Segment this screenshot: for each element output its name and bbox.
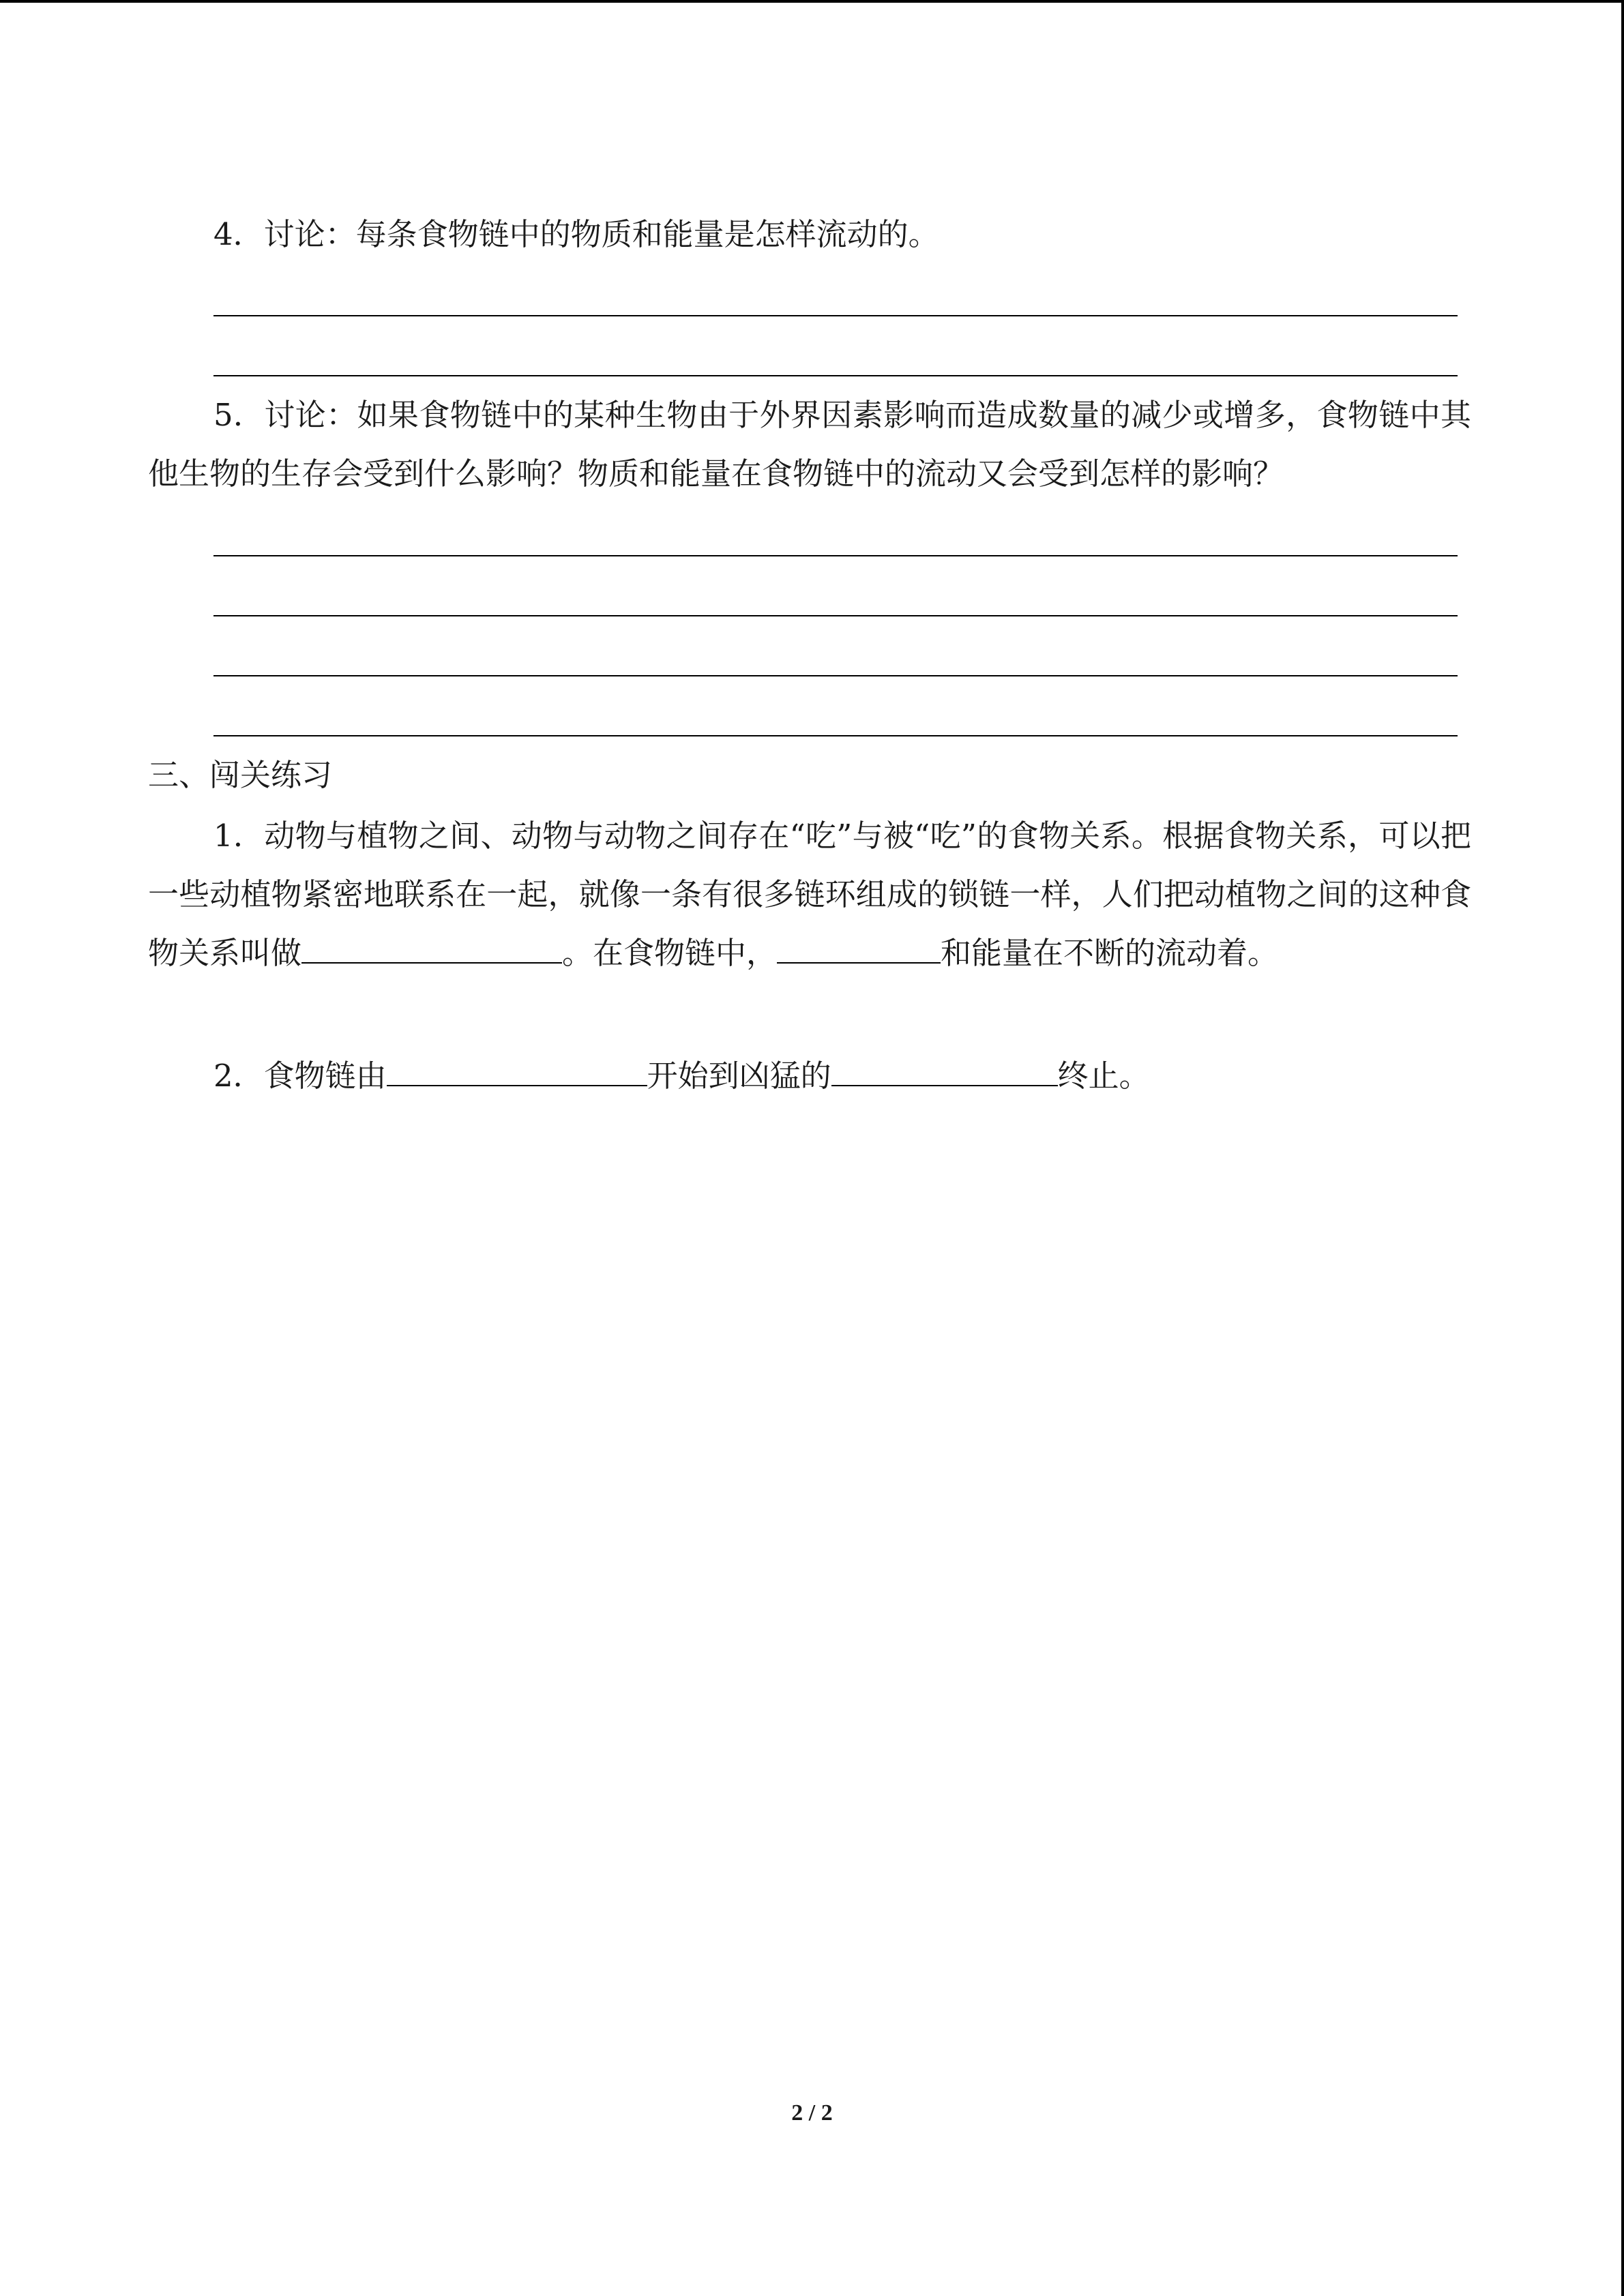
answer-line[interactable]: [213, 555, 1458, 556]
exercise-2: [148, 1047, 1471, 1105]
exercise-1-text-a: 1．动物与植物之间、动物与动物之间存在“吃”与被“吃”的食物关系。根据食物关系，可以把一些动植物紧密地联系在一起，就像一条有很多链环组成的锁链一样，人们把动植物之间的这种食物关系叫做: [148, 818, 1471, 971]
fill-blank-end[interactable]: [831, 1058, 1058, 1086]
section-heading: 三、闯关练习: [148, 757, 333, 793]
answer-line[interactable]: [213, 675, 1458, 676]
exercise-1-text-b: 。在食物链中，: [562, 935, 778, 971]
answer-line[interactable]: [213, 375, 1458, 376]
answer-line[interactable]: [213, 735, 1458, 736]
fill-blank-start[interactable]: [387, 1058, 647, 1086]
question-4: 4．讨论：每条食物链中的物质和能量是怎样流动的。: [213, 216, 939, 252]
fill-blank-matter[interactable]: [777, 935, 941, 964]
exercise-2-text-b: 开始到凶猛的: [647, 1058, 831, 1094]
page-number: 2 / 2: [791, 2100, 833, 2126]
answer-line[interactable]: [213, 315, 1458, 316]
exercise-2-text-a: 2．食物链由: [213, 1058, 387, 1094]
exercise-1-text-c: 和能量在不断的流动着。: [941, 935, 1279, 971]
page-border-top: [0, 0, 1624, 3]
question-5: 5．讨论：如果食物链中的某种生物由于外界因素影响而造成数量的减少或增多，食物链中其他生物的生存会受到什么影响？物质和能量在食物链中的流动又会受到怎样的影响？: [148, 397, 1471, 492]
exercise-2-text-c: 终止。: [1057, 1058, 1150, 1094]
page-border-right: [1621, 0, 1624, 2296]
fill-blank-food-chain[interactable]: [301, 935, 562, 964]
exercise-1: [148, 807, 1471, 983]
answer-line[interactable]: [213, 615, 1458, 616]
